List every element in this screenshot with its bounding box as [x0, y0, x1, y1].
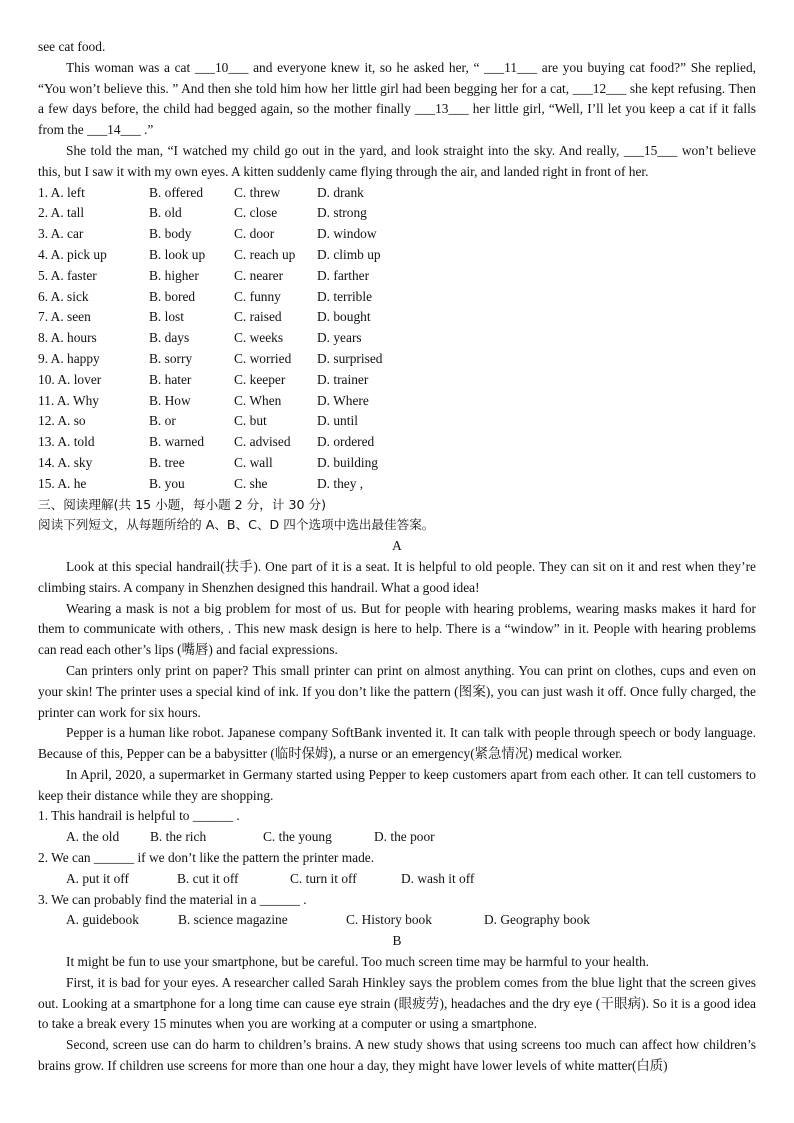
section-heading: 三、阅读理解(共 15 小题，每小题 2 分，计 30 分) — [38, 496, 327, 512]
option-c: C. When — [234, 392, 282, 408]
option-row-11 — [38, 391, 756, 412]
option-a: A. guidebook — [66, 912, 139, 928]
option-d: D. drank — [317, 184, 364, 200]
exam-page — [38, 37, 756, 1077]
passage-a-paragraph-1: Look at this special handrail(扶手). One part of it is a seat. It is helpful to old people. They can sit on it and rest when they’re climbing stairs. A company in Shenzhen designed this handrail. What a good idea! — [38, 558, 756, 595]
option-d: D. the poor — [374, 829, 435, 845]
option-c: C. advised — [234, 434, 291, 450]
option-d: D. window — [317, 226, 377, 242]
option-b: B. How — [149, 392, 191, 408]
option-row-6 — [38, 287, 756, 308]
option-row-9 — [38, 349, 756, 370]
option-a: 9. A. happy — [38, 350, 100, 366]
option-c: C. wall — [234, 454, 273, 470]
option-b: B. higher — [149, 267, 199, 283]
option-row-1 — [38, 183, 756, 204]
passage-a-paragraph-2: Wearing a mask is not a big problem for most of us. But for people with hearing problems, wearing masks makes it hard for them to communicate with others, . This new mask design is here to help. There is a “window” in it. People with hearing problems can read each other’s lips (嘴唇) and facial expressions. — [38, 600, 756, 658]
passage-a-paragraph-3: Can printers only print on paper? This small printer can print on almost anything. You can print on clothes, cups and even on your skin! The printer uses a special kind of ink. If you don’t like the pattern (图案), you can just wash it off. Once fully charged, the printer can work for six hours. — [38, 662, 756, 720]
option-b: B. science magazine — [178, 912, 288, 928]
option-d: D. Geography book — [484, 912, 590, 928]
option-a: 1. A. left — [38, 184, 85, 200]
option-row-15 — [38, 474, 756, 495]
option-b: B. hater — [149, 371, 192, 387]
option-b: B. offered — [149, 184, 204, 200]
option-b: B. warned — [149, 434, 205, 450]
option-d: D. building — [317, 454, 379, 470]
option-a: 8. A. hours — [38, 330, 97, 346]
option-row-13 — [38, 432, 756, 453]
section-instruction: 阅读下列短文，从每题所给的 A、B、C、D 四个选项中选出最佳答案。 — [38, 517, 435, 533]
question-2: 2. We can ______ if we don’t like the pattern the printer made. — [38, 850, 375, 866]
option-row-5 — [38, 266, 756, 287]
option-row-8 — [38, 328, 756, 349]
option-d: D. farther — [317, 267, 370, 283]
option-a: 14. A. sky — [38, 454, 93, 470]
option-c: C. weeks — [234, 330, 284, 346]
passage-b-label: B — [392, 933, 402, 949]
option-d: D. bought — [317, 309, 371, 325]
option-b: B. tree — [149, 454, 185, 470]
option-b: B. old — [149, 205, 182, 221]
passage-a-paragraph-4: Pepper is a human like robot. Japanese company SoftBank invented it. It can talk with people through speech or body language. Because of this, Pepper can be a babysitter (临时保姆), a nurse or an emergency(紧急情况) medical worker. — [38, 725, 756, 762]
option-a: 5. A. faster — [38, 267, 97, 283]
question-2-options — [38, 869, 756, 890]
option-b: B. look up — [149, 246, 206, 262]
option-c: C. door — [234, 226, 275, 242]
option-a: 2. A. tall — [38, 205, 85, 221]
question-1-options — [38, 827, 756, 848]
option-row-4 — [38, 245, 756, 266]
option-row-12 — [38, 411, 756, 432]
option-d: D. surprised — [317, 350, 383, 366]
passage-a-label: A — [392, 538, 402, 554]
option-a: 11. A. Why — [38, 392, 100, 408]
option-d: D. terrible — [317, 288, 373, 304]
option-b: B. bored — [149, 288, 196, 304]
passage-b-paragraph-2: First, it is bad for your eyes. A researcher called Sarah Hinkley says the problem comes from the blue light that the screen gives out. Looking at a smartphone for a long time can cause eye strain (眼疲劳), headaches and the dry eye (干眼病). So it is a good idea to take a break every 15 minutes when you are working at a computer or using a smartphone. — [38, 974, 756, 1032]
option-b: B. you — [149, 475, 185, 491]
question-1: 1. This handrail is helpful to ______ . — [38, 808, 240, 824]
option-c: C. reach up — [234, 246, 296, 262]
option-c: C. she — [234, 475, 268, 491]
option-a: 10. A. lover — [38, 371, 102, 387]
cloze-paragraph-1: This woman was a cat ___10___ and everyone knew it, so he asked her, “ ___11___ are you buying cat food?” She replied, “You won’t believe this. ” And then she told him how her little girl had been begging her for a cat, ___12___ she kept refusing. Then a few days before, the child had begged again, so the mother finally ___13___ her little girl, “Well, I’ll let you keep a cat if it falls from the ___14___ .” — [38, 59, 756, 138]
option-c: C. the young — [263, 829, 332, 845]
option-c: C. nearer — [234, 267, 284, 283]
option-b: B. cut it off — [177, 870, 239, 886]
option-c: C. keeper — [234, 371, 286, 387]
option-d: D. they , — [317, 475, 364, 491]
question-3: 3. We can probably find the material in a ______ . — [38, 891, 307, 907]
option-row-2 — [38, 203, 756, 224]
option-d: D. Where — [317, 392, 369, 408]
option-a: 6. A. sick — [38, 288, 89, 304]
option-a: 15. A. he — [38, 475, 87, 491]
option-a: 3. A. car — [38, 226, 84, 242]
option-d: D. trainer — [317, 371, 369, 387]
option-row-10 — [38, 370, 756, 391]
option-b: B. lost — [149, 309, 184, 325]
option-d: D. strong — [317, 205, 367, 221]
option-d: D. until — [317, 413, 358, 429]
cloze-paragraph-0: see cat food. — [38, 39, 106, 54]
option-a: A. the old — [66, 829, 120, 845]
option-d: D. climb up — [317, 246, 381, 262]
option-c: C. close — [234, 205, 278, 221]
option-d: D. years — [317, 330, 362, 346]
option-row-14 — [38, 453, 756, 474]
option-row-7 — [38, 307, 756, 328]
option-b: B. days — [149, 330, 190, 346]
option-b: B. or — [149, 413, 176, 429]
option-a: 7. A. seen — [38, 309, 91, 325]
option-a: 4. A. pick up — [38, 246, 107, 262]
option-c: C. History book — [346, 912, 432, 928]
cloze-paragraph-2: She told the man, “I watched my child go out in the yard, and look straight into the sky. And really, ___15___ won’t believe this, but I saw it with my own eyes. A kitten suddenly came flying through the air, and landed right in front of her. — [38, 142, 756, 179]
option-b: B. sorry — [149, 350, 193, 366]
passage-a-paragraph-5: In April, 2020, a supermarket in Germany started using Pepper to keep customers apart from each other. It can tell customers to keep their distance while they are shopping. — [38, 766, 756, 803]
option-c: C. threw — [234, 184, 281, 200]
option-c: C. but — [234, 413, 267, 429]
passage-b-paragraph-3: Second, screen use can do harm to children’s brains. A new study shows that using screens too much can affect how children’s brains grow. If children use screens for more than one hour a day, they might have lower levels of white matter(白质) — [38, 1037, 756, 1074]
option-d: D. ordered — [317, 434, 375, 450]
cloze-options — [38, 183, 756, 495]
option-c: C. turn it off — [290, 870, 357, 886]
option-b: B. body — [149, 226, 192, 242]
option-a: 12. A. so — [38, 413, 86, 429]
question-3-options — [38, 910, 756, 931]
passage-b-paragraph-1: It might be fun to use your smartphone, but be careful. Too much screen time may be harmful to your health. — [66, 954, 650, 970]
option-d: D. wash it off — [401, 870, 475, 886]
option-a: 13. A. told — [38, 434, 95, 450]
option-a: A. put it off — [66, 870, 129, 886]
option-c: C. funny — [234, 288, 281, 304]
option-row-3 — [38, 224, 756, 245]
option-b: B. the rich — [150, 829, 207, 845]
option-c: C. worried — [234, 350, 292, 366]
option-c: C. raised — [234, 309, 282, 325]
